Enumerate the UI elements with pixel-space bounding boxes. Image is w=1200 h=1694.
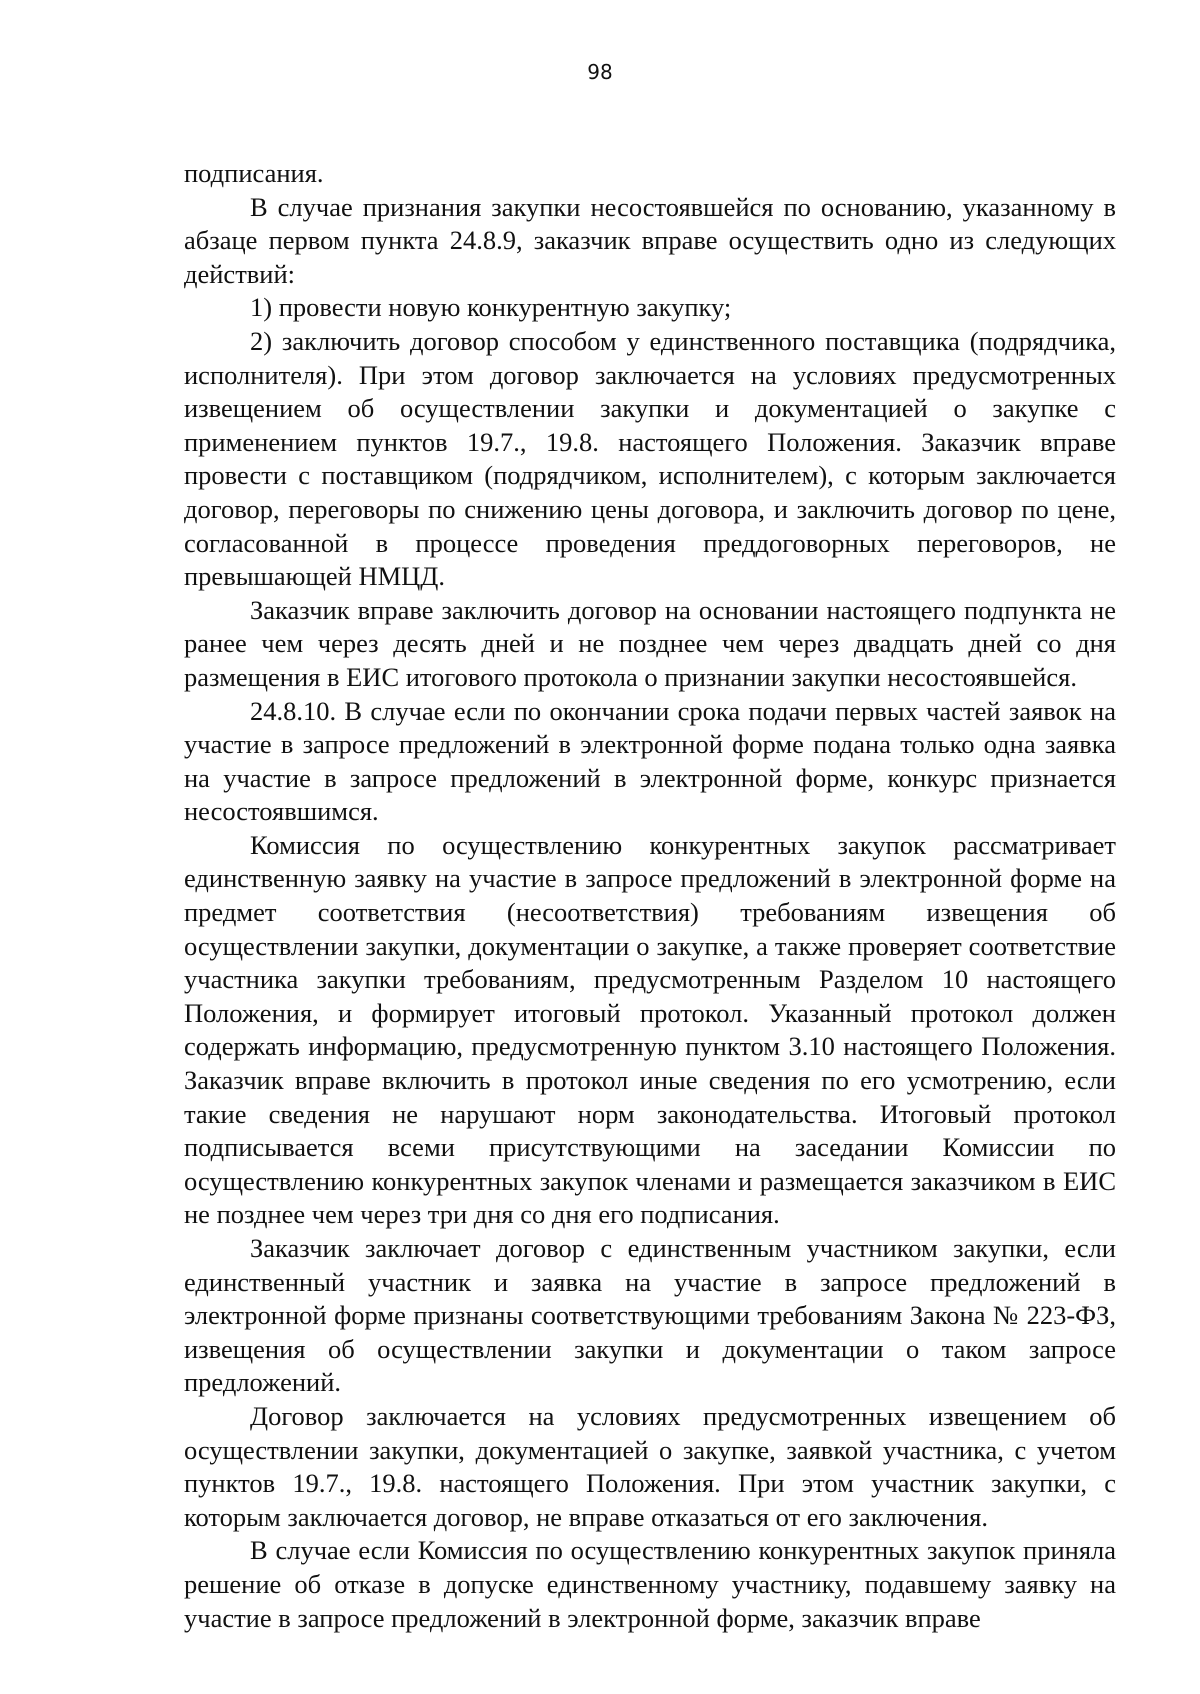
paragraph-1: подписания.	[184, 158, 324, 188]
document-body	[184, 157, 1116, 1635]
paragraph-6: 24.8.10. В случае если по окончании срока подачи первых частей заявок на участие в запросе предложений в электронной форме подана только одна заявка на участие в запросе предложений в электронной форме, конкурс признается несостоявшимся.	[184, 695, 1116, 827]
paragraph-4: 2) заключить договор способом у единственного поставщика (подрядчика, исполнителя). При этом договор заключается на условиях предусмотренных извещением об осуществлении закупки и документацией о закупке с применением пунктов 19.7., 19.8. настоящего Положения. Заказчик вправе провести с поставщиком (подрядчиком, исполнителем), с которым заключается договор, переговоры по снижению цены договора, и заключить договор по цене, согласованной в процессе проведения преддоговорных переговоров, не превышающей НМЦД.	[184, 325, 1116, 592]
paragraph-10: В случае если Комиссия по осуществлению конкурентных закупок приняла решение об отказе в допуске единственному участнику, подавшему заявку на участие в запросе предложений в электронной форме, заказчик вправе	[184, 1535, 1116, 1633]
paragraph-9: Договор заключается на условиях предусмотренных извещением об осуществлении закупки, документацией о закупке, заявкой участника, с учетом пунктов 19.7., 19.8. настоящего Положения. При этом участник закупки, с которым заключается договор, не вправе отказаться от его заключения.	[184, 1400, 1116, 1532]
paragraph-7: Комиссия по осуществлению конкурентных закупок рассматривает единственную заявку на участие в запросе предложений в электронной форме на предмет соответствия (несоответствия) требованиям извещения об осуществлении закупки, документации о закупке, а также проверяет соответствие участника закупки требованиям, предусмотренным Разделом 10 настоящего Положения, и формирует итоговый протокол. Указанный протокол должен содержать информацию, предусмотренную пунктом 3.10 настоящего Положения. Заказчик вправе включить в протокол иные сведения по его усмотрению, если такие сведения не нарушают норм законодательства. Итоговый протокол подписывается всеми присутствующими на заседании Комиссии по осуществлению конкурентных закупок членами и размещается заказчиком в ЕИС не позднее чем через три дня со дня его подписания.	[184, 829, 1116, 1230]
paragraph-5: Заказчик вправе заключить договор на основании настоящего подпункта не ранее чем через десять дней и не позднее чем через двадцать дней со дня размещения в ЕИС итогового протокола о признании закупки несостоявшейся.	[184, 594, 1116, 692]
page-number: 98	[587, 60, 613, 84]
paragraph-8: Заказчик заключает договор с единственным участником закупки, если единственный участник и заявка на участие в запросе предложений в электронной форме признаны соответствующими требованиям Закона № 223-ФЗ, извещения об осуществлении закупки и документации о таком запросе предложений.	[184, 1233, 1116, 1398]
paragraph-2: В случае признания закупки несостоявшейся по основанию, указанному в абзаце первом пункта 24.8.9, заказчик вправе осуществить одно из следующих действий:	[184, 191, 1116, 289]
paragraph-3: 1) провести новую конкурентную закупку;	[250, 292, 732, 323]
